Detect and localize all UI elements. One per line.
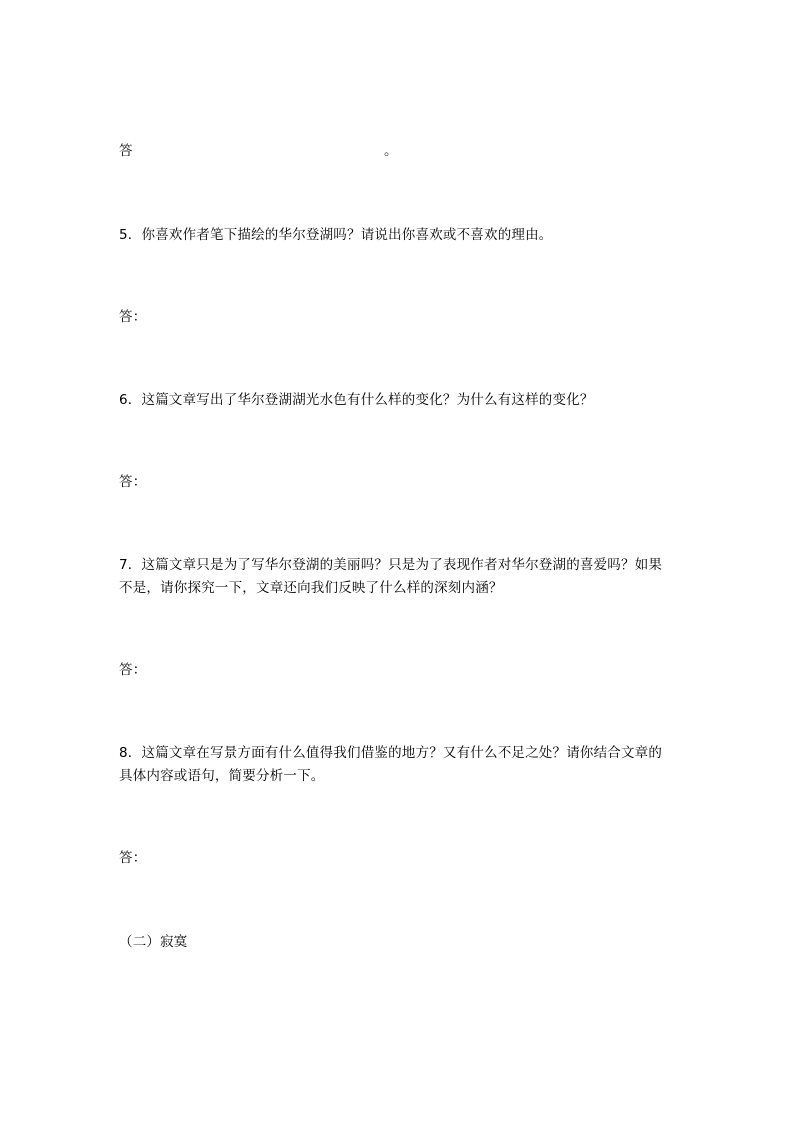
question-8-line-1 <box>119 742 662 764</box>
section-title: （二）寂寞 <box>119 934 188 950</box>
question-number: 5． <box>119 227 142 243</box>
question-text: 这篇文章写出了华尔登湖湖光水色有什么样的变化？为什么有这样的变化？ <box>141 392 594 408</box>
question-number: 8． <box>119 745 142 761</box>
question-text: 这篇文章在写景方面有什么值得我们借鉴的地方？又有什么不足之处？请你结合文章的 <box>141 745 663 761</box>
question-text: 你喜欢作者笔下描绘的华尔登湖吗？请说出你喜欢或不喜欢的理由。 <box>141 227 553 243</box>
answer-label-5: 答： <box>119 309 147 325</box>
question-5 <box>119 224 553 246</box>
answer-label-6: 答： <box>119 474 147 490</box>
answer-label-7: 答： <box>119 662 147 678</box>
answer-label-top: 答 <box>119 143 133 159</box>
answer-label-8: 答： <box>119 850 147 866</box>
question-8-line-2: 具体内容或语句，简要分析一下。 <box>119 768 325 784</box>
question-6 <box>119 389 594 411</box>
question-number: 7． <box>119 557 142 573</box>
answer-end-mark: 。 <box>384 143 398 159</box>
question-text: 这篇文章只是为了写华尔登湖的美丽吗？只是为了表现作者对华尔登湖的喜爱吗？如果 <box>141 557 663 573</box>
question-7-line-2: 不是，请你探究一下，文章还向我们反映了什么样的深刻内涵？ <box>119 580 503 596</box>
question-7-line-1 <box>119 554 662 576</box>
question-number: 6． <box>119 392 142 408</box>
